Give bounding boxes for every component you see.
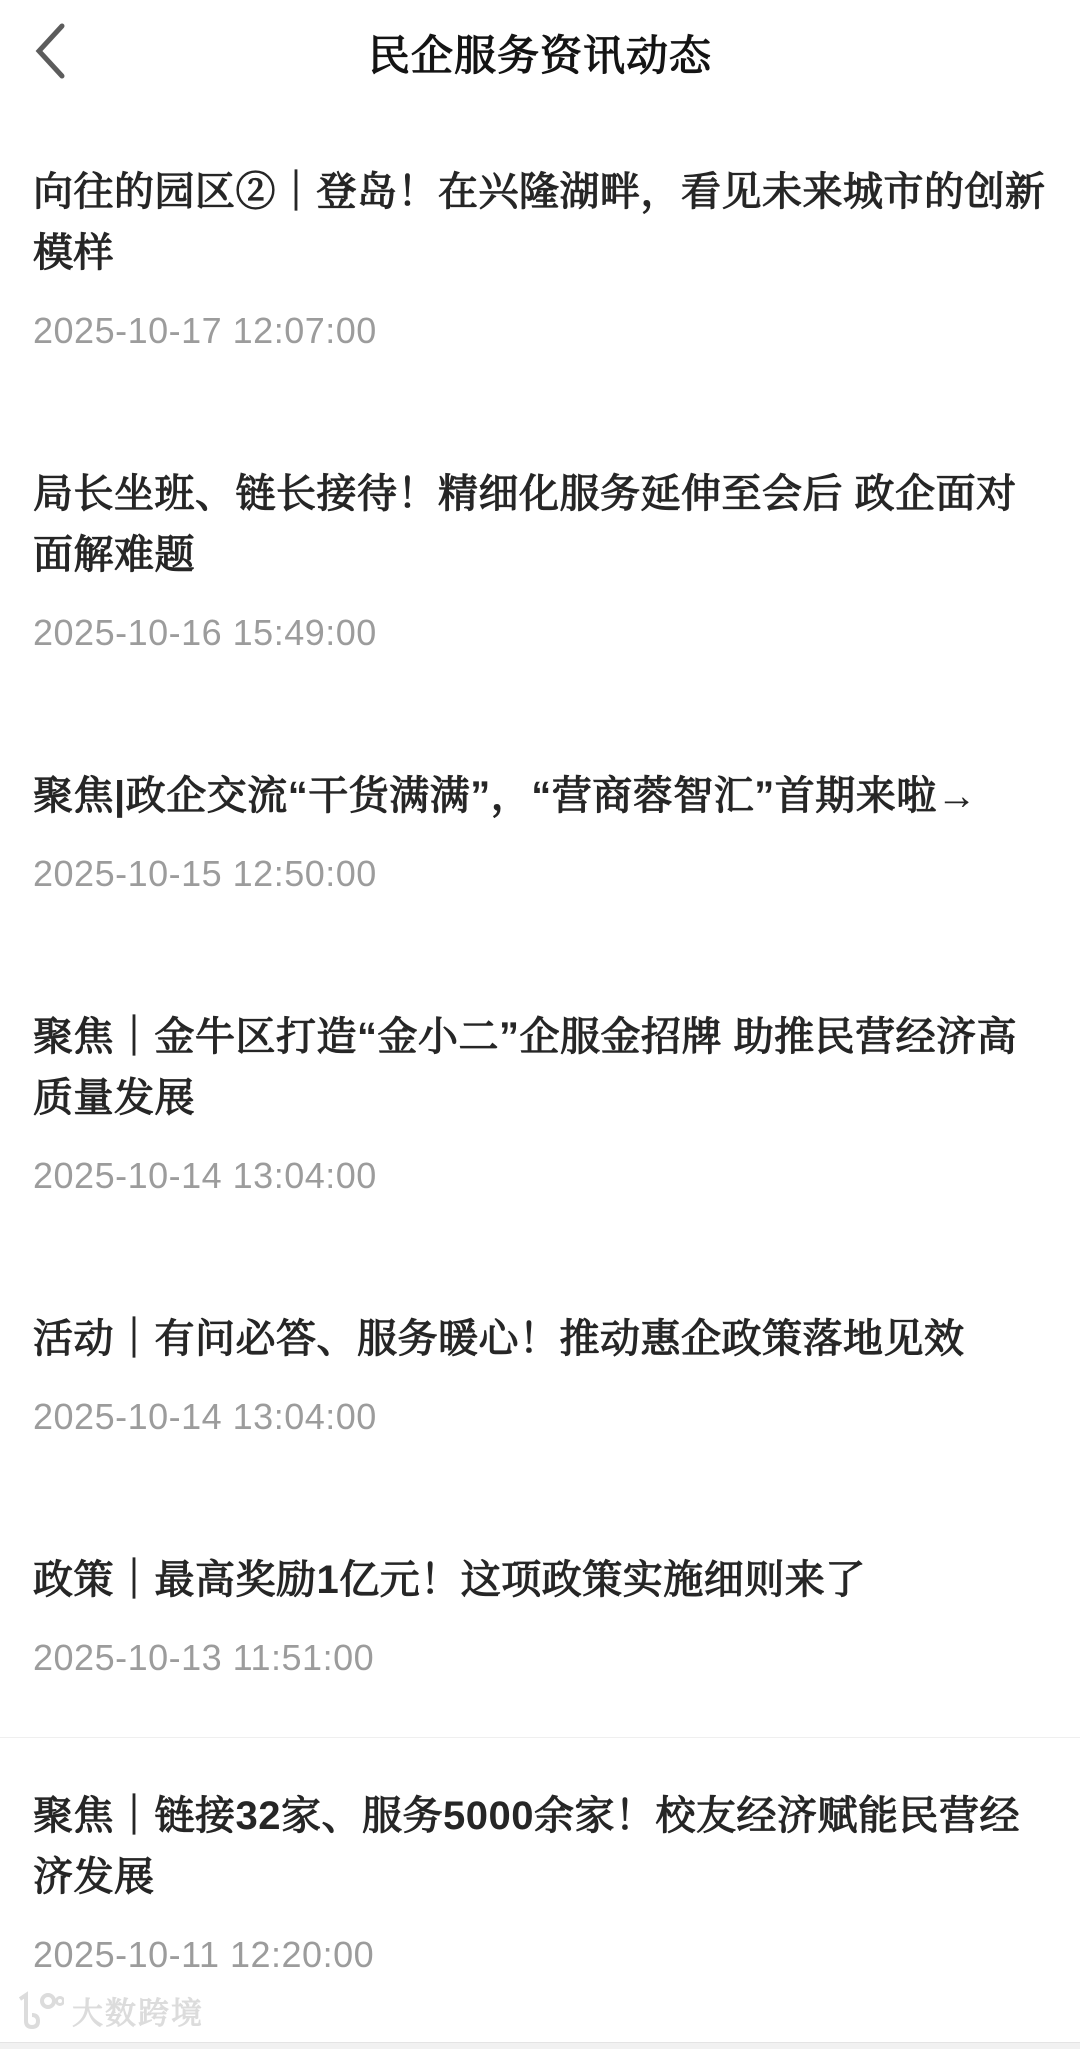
news-list-item[interactable]: [33, 1007, 1047, 1197]
chevron-left-icon: [30, 20, 70, 87]
news-item-title: 聚焦|政企交流“干货满满”，“营商蓉智汇”首期来啦→: [33, 774, 978, 818]
news-item-title: 聚焦｜金牛区打造“金小二”企服金招牌 助推民营经济高质量发展: [33, 1015, 1018, 1120]
back-button[interactable]: [30, 17, 94, 89]
news-item-timestamp: 2025-10-14 13:04:00: [33, 1155, 377, 1196]
news-list: [0, 162, 1080, 1976]
bottom-bar-edge: [0, 2042, 1080, 2049]
news-list-item[interactable]: [33, 464, 1047, 654]
news-list-item[interactable]: [33, 1786, 1047, 1976]
watermark-text: 大数跨境: [72, 1996, 204, 2031]
news-list-item[interactable]: [33, 766, 1047, 895]
news-item-title: 局长坐班、链长接待！精细化服务延伸至会后 政企面对面解难题: [33, 472, 1017, 577]
dashu-kuajing-logo-icon: [12, 1991, 64, 2031]
news-list-item[interactable]: [33, 1309, 1047, 1438]
news-item-timestamp: 2025-10-13 11:51:00: [33, 1637, 375, 1678]
news-item-title: 活动｜有问必答、服务暖心！推动惠企政策落地见效: [33, 1317, 965, 1361]
page-title: 民企服务资讯动态: [367, 32, 712, 79]
news-item-timestamp: 2025-10-14 13:04:00: [33, 1396, 377, 1437]
news-item-timestamp: 2025-10-17 12:07:00: [33, 310, 377, 351]
watermark: [12, 1988, 204, 2033]
news-item-title: 向往的园区②｜登岛！在兴隆湖畔，看见未来城市的创新模样: [33, 170, 1046, 275]
news-list-item[interactable]: [33, 162, 1047, 352]
news-item-title: 聚焦｜链接32家、服务5000余家！校友经济赋能民营经济发展: [33, 1794, 1020, 1899]
news-item-timestamp: 2025-10-16 15:49:00: [33, 612, 377, 653]
header: [0, 0, 1080, 106]
news-item-timestamp: 2025-10-11 12:20:00: [33, 1934, 375, 1975]
news-list-item[interactable]: [33, 1550, 1047, 1679]
news-item-title: 政策｜最高奖励1亿元！这项政策实施细则来了: [33, 1558, 866, 1602]
section-divider: [0, 1737, 1080, 1738]
news-item-timestamp: 2025-10-15 12:50:00: [33, 853, 377, 894]
